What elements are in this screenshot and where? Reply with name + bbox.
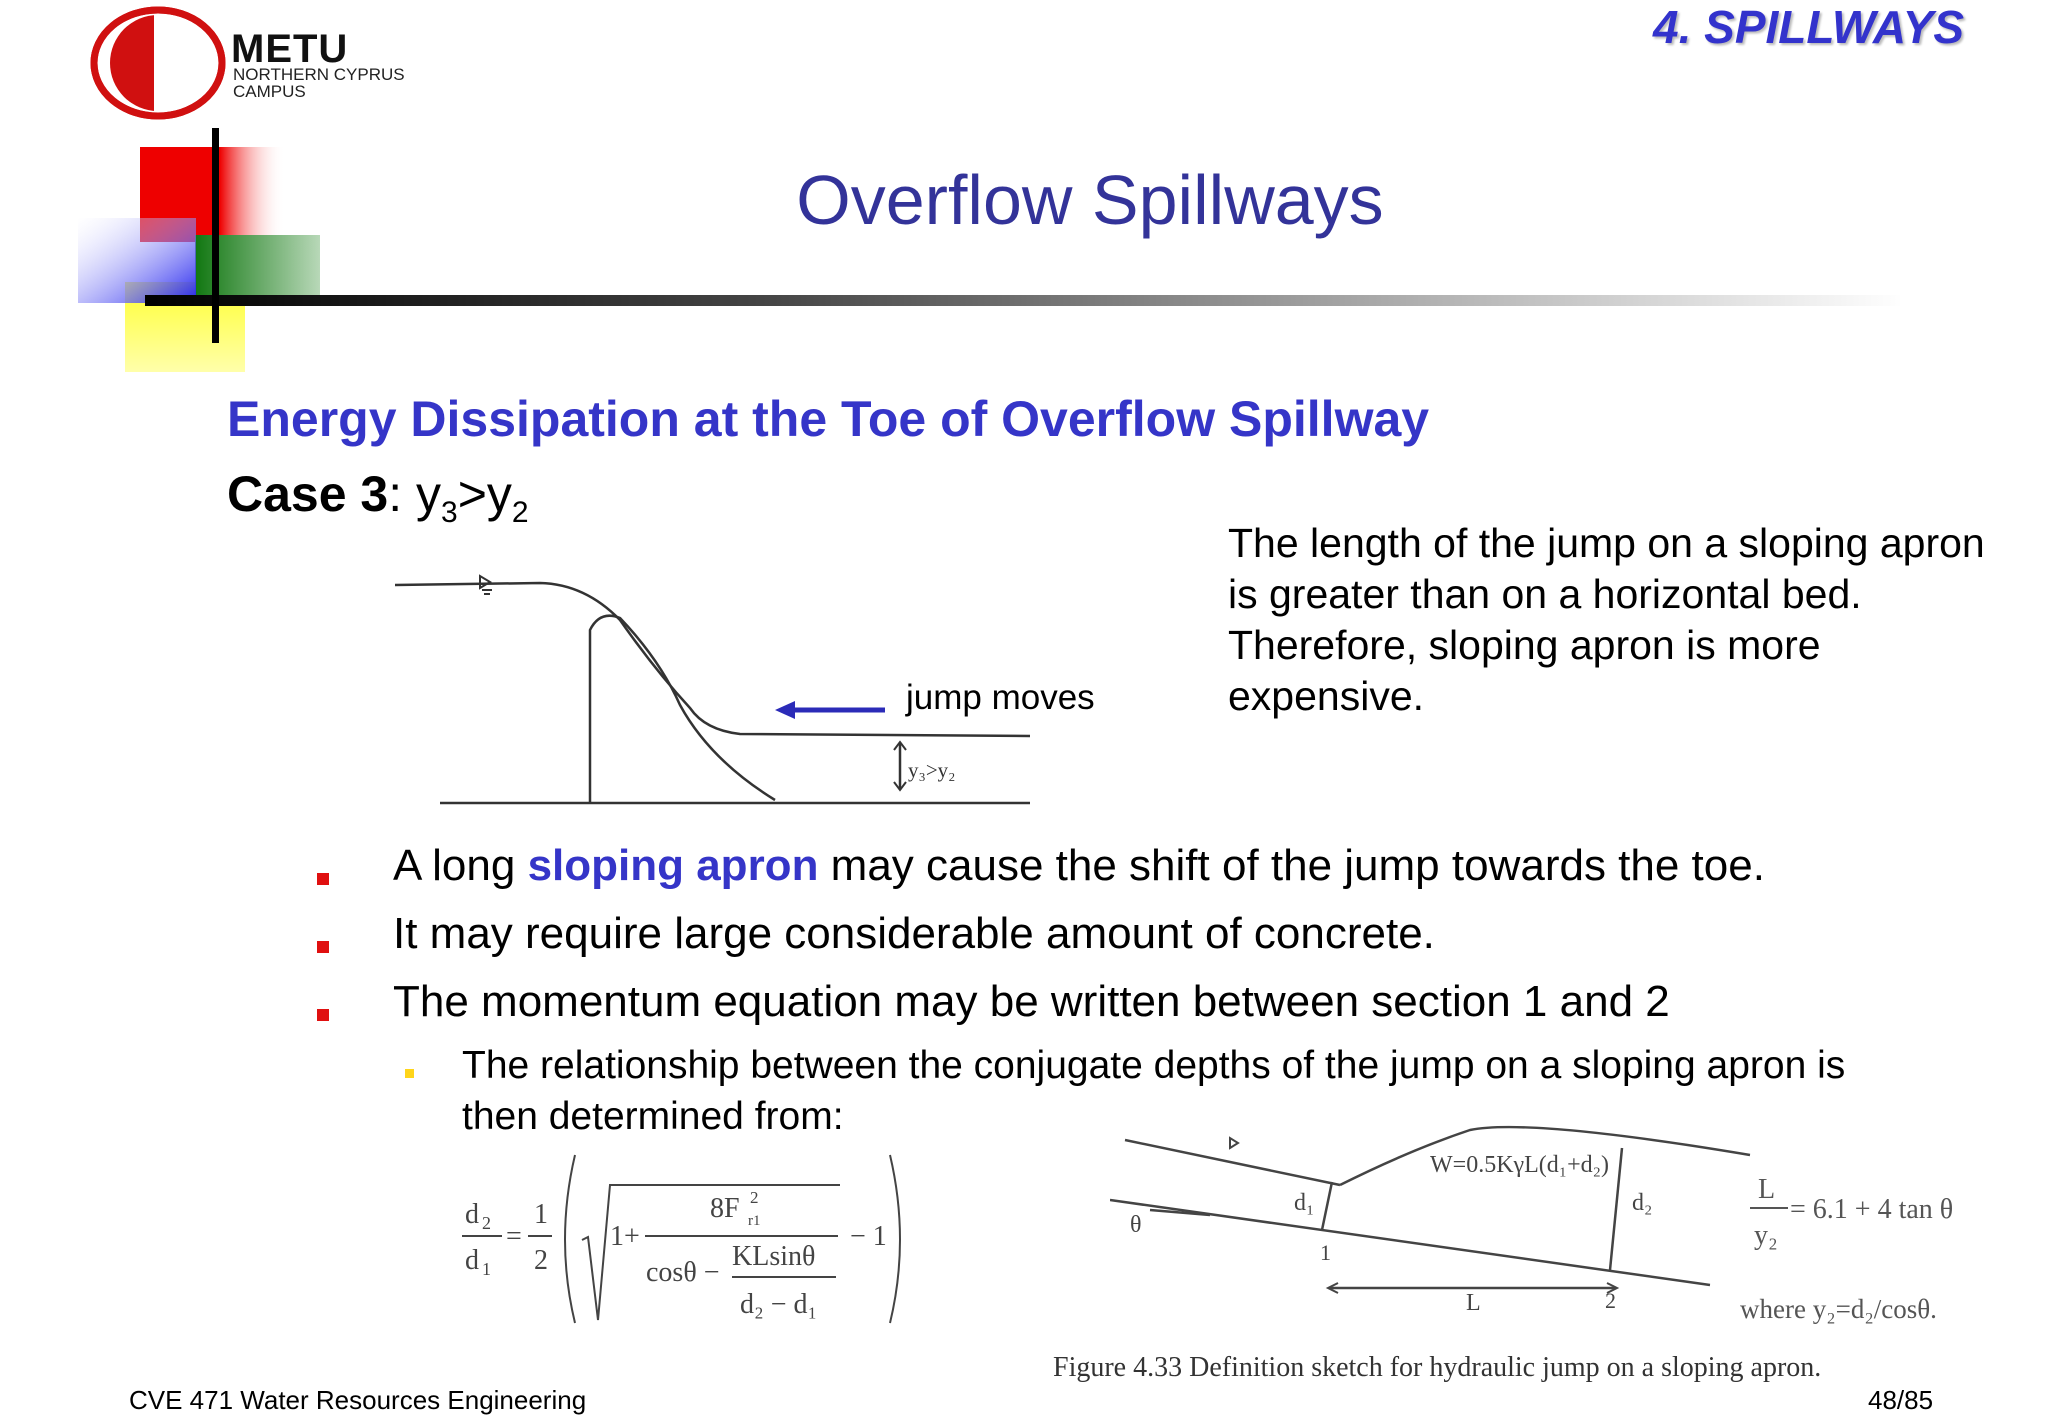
d1-label: d₁ <box>1294 1190 1315 1216</box>
ratio-den: y₂ <box>1754 1220 1778 1251</box>
case-name: Case 3 <box>227 466 389 522</box>
eq-half-den: 2 <box>534 1245 548 1276</box>
section-1-label: 1 <box>1320 1240 1331 1265</box>
spillway-diagram <box>380 560 1240 820</box>
eq-cos: cosθ − <box>646 1257 720 1288</box>
eq-lhs-den: d <box>465 1245 479 1276</box>
bullet-1-highlight: sloping apron <box>527 841 819 890</box>
ratio-rhs: = 6.1 + 4 tan θ <box>1790 1194 1954 1225</box>
side-paragraph: The length of the jump on a sloping apron is greater than on a horizontal bed. Therefore, sloping apron is more expensive. <box>1228 520 1985 719</box>
logo-name: METU <box>231 27 349 71</box>
case-sub2: 2 <box>511 496 529 529</box>
case-label <box>227 465 529 530</box>
logo-subtitle-line2: CAMPUS <box>233 82 306 101</box>
logo-subtitle-line1: NORTHERN CYPRUS <box>233 65 405 84</box>
footer-page-number: 48/85 <box>1868 1385 1934 1415</box>
eq-dd: d₂ − d₁ <box>740 1289 818 1320</box>
eq-half-num: 1 <box>534 1199 548 1230</box>
section-2-label: 2 <box>1605 1288 1616 1313</box>
footer-course: CVE 471 Water Resources Engineering <box>129 1385 587 1415</box>
theta-label: θ <box>1130 1212 1142 1238</box>
eq-lhs-num: d <box>465 1199 479 1230</box>
ratio-num: L <box>1758 1174 1776 1205</box>
length-ratio-formula <box>1740 1168 1980 1328</box>
case-gt: >y <box>457 466 512 522</box>
chapter-title: 4. SPILLWAYS <box>1653 1 1964 53</box>
d2-label: d₂ <box>1632 1190 1653 1216</box>
slide-title: Overflow Spillways <box>796 161 1384 239</box>
length-label: L <box>1466 1290 1481 1316</box>
bullet-2: It may require large considerable amount of concrete. <box>393 909 1435 958</box>
sub-bullet-marker <box>405 1069 414 1078</box>
conjugate-depth-equation <box>460 1145 910 1330</box>
eq-fr-sub: r1 <box>748 1213 761 1229</box>
sloping-apron-diagram <box>1110 1110 1770 1330</box>
jump-moves-label: jump moves <box>906 678 1095 717</box>
depth-label: y₃>y₂ <box>908 758 956 782</box>
bullet-1-post: may cause the shift of the jump towards the toe. <box>818 841 1765 890</box>
bullet-3: The momentum equation may be written between section 1 and 2 <box>393 977 1670 1026</box>
eq-fr-num: 8F <box>710 1193 740 1224</box>
where-note: where y₂=d₂/cosθ. <box>1740 1294 1937 1324</box>
bullet-marker <box>317 873 329 885</box>
eq-lhs-den-sub: 1 <box>482 1259 491 1279</box>
svg-text:=: = <box>506 1221 522 1252</box>
bullet-1 <box>393 841 1765 891</box>
eq-minus-one: − 1 <box>850 1221 887 1252</box>
section-heading: Energy Dissipation at the Toe of Overflow Spillway <box>227 391 1430 447</box>
eq-fr-sup: 2 <box>750 1188 759 1207</box>
eq-kl: KLsinθ <box>732 1241 816 1272</box>
bullet-1-pre: A long <box>393 841 528 890</box>
sub-bullet-1: The relationship between the conjugate depths of the jump on a sloping apron is then determined from: <box>462 1044 1846 1138</box>
metu-logo-icon <box>90 6 230 120</box>
eq-one-plus: 1+ <box>610 1221 640 1252</box>
case-sep: : y <box>388 466 442 522</box>
bullet-marker <box>317 1009 329 1021</box>
figure-caption: Figure 4.33 Definition sketch for hydraulic jump on a sloping apron. <box>1053 1352 1822 1383</box>
weight-label: W=0.5KγL(d₁+d₂) <box>1430 1152 1610 1178</box>
bullet-marker <box>317 941 329 953</box>
eq-lhs-num-sub: 2 <box>482 1213 491 1233</box>
case-sub1: 3 <box>441 496 458 529</box>
